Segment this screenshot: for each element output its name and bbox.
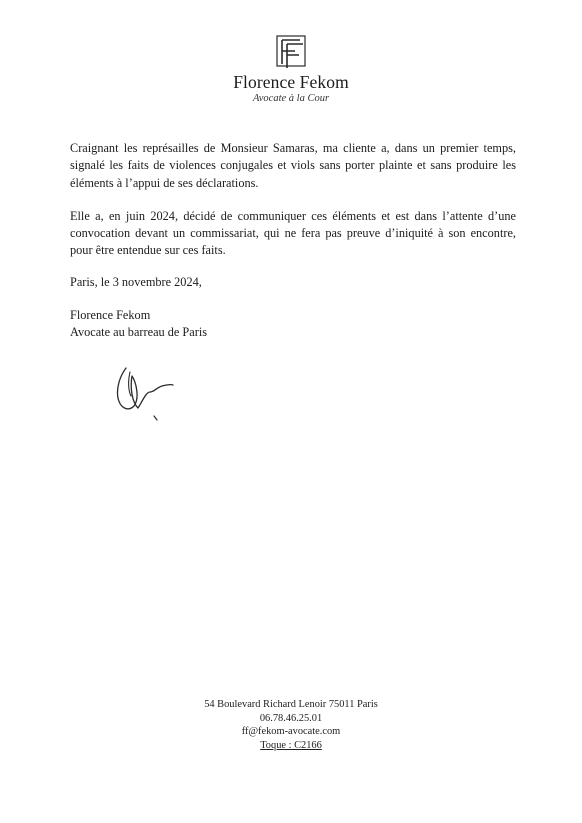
footer — [0, 698, 582, 752]
body-paragraph: Elle a, en juin 2024, décidé de communiquer ces éléments et est dans l’attente d’une convocation devant un commissariat, qui ne fera pas preuve d’iniquité à son encontre, pour être entendue sur ces faits. — [70, 208, 516, 258]
firm-name: Florence Fekom — [233, 72, 349, 92]
handwritten-signature — [110, 362, 180, 430]
firm-title: Avocate à la Cour — [252, 93, 330, 104]
dateline: Paris, le 3 novembre 2024, — [70, 275, 202, 289]
signer-role: Avocate au barreau de Paris — [70, 325, 208, 340]
body-paragraph: Craignant les représailles de Monsieur Samaras, ma cliente a, dans un premier temps, signalé les faits de violences conjugales et viols sans porter plainte et sans produire les éléments à l’appui de ses déclarations. — [70, 141, 516, 190]
firm-logo-icon — [273, 34, 309, 70]
signer-block — [70, 307, 207, 342]
footer-address: 54 Boulevard Richard Lenoir 75011 Paris — [204, 699, 378, 710]
signer-name: Florence Fekom — [70, 308, 151, 322]
letter-body — [70, 140, 516, 260]
footer-email[interactable]: ff@fekom-avocate.com — [241, 726, 341, 738]
footer-phone: 06.78.46.25.01 — [259, 712, 323, 724]
footer-toque: Toque : C2166 — [260, 739, 322, 751]
letterhead — [0, 34, 582, 105]
